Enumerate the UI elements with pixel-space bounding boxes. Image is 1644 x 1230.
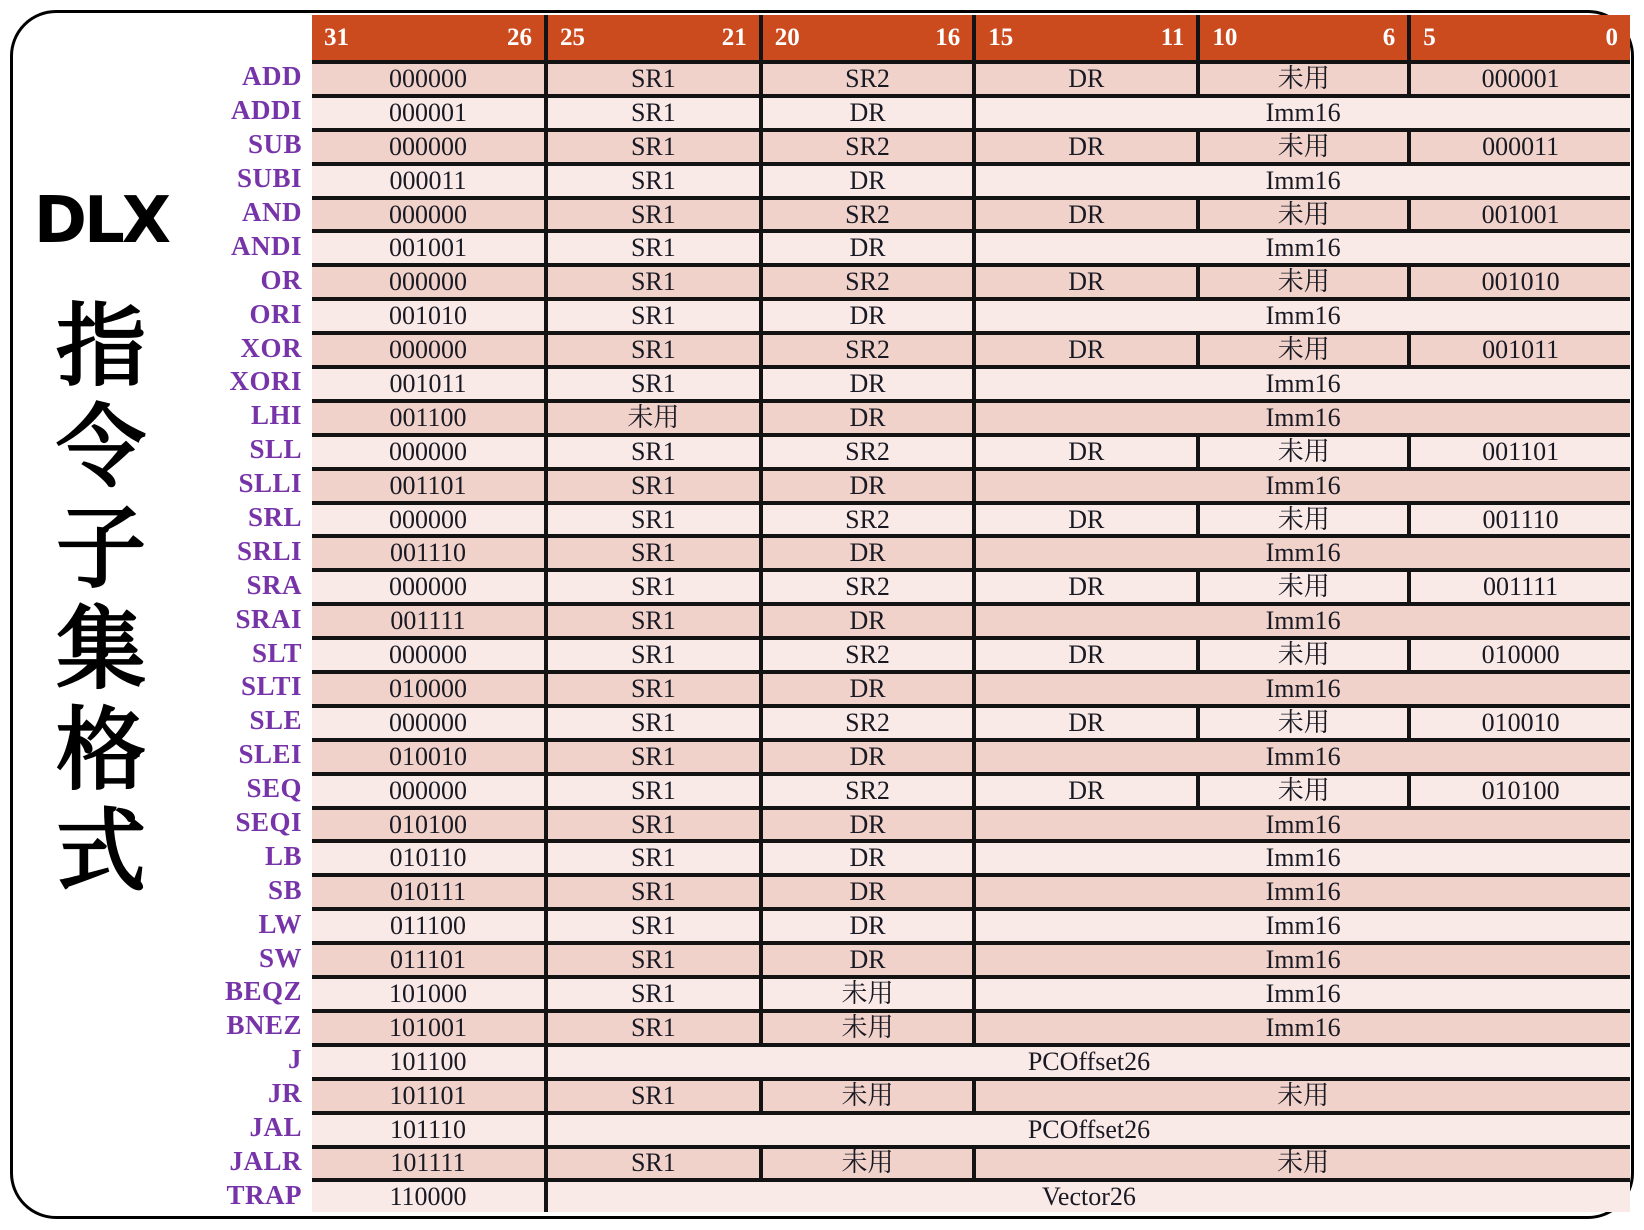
bit-lo: 21 [721,24,747,51]
opcode-cell: 000000 [312,776,544,806]
title-char: 格 [56,698,146,803]
instruction-label: SLLI [238,468,302,499]
instruction-fields [312,941,1630,975]
field-cell: Imm16 [972,98,1630,128]
field-cell: Imm16 [972,843,1630,873]
opcode-cell: 010010 [312,742,544,772]
field-cell: 001110 [1407,505,1630,535]
instruction-row [204,1043,1630,1077]
instruction-fields [312,263,1630,297]
field-cell: SR1 [544,572,759,602]
field-cell: 未用 [1196,437,1407,467]
bit-header-cell [1196,15,1407,60]
bit-hi: 20 [774,24,800,51]
instruction-row [204,738,1630,772]
field-cell: 010100 [1407,776,1630,806]
instruction-row [204,1178,1630,1212]
instruction-label: LHI [250,400,302,431]
field-cell: Imm16 [972,301,1630,331]
instruction-row [204,433,1630,467]
field-cell: SR2 [759,64,973,94]
title-char: 子 [56,496,146,601]
field-cell: DR [759,166,973,196]
field-cell: 未用 [759,979,973,1009]
field-cell: SR1 [544,776,759,806]
field-cell: Imm16 [972,369,1630,399]
field-cell: SR1 [544,369,759,399]
opcode-cell: 000000 [312,708,544,738]
instruction-row [204,568,1630,602]
field-cell: DR [759,877,973,907]
opcode-cell: 101001 [312,1013,544,1043]
field-cell: 未用 [1196,708,1407,738]
instruction-label: AND [242,197,302,227]
bit-header-cell [759,15,973,60]
instruction-fields [312,196,1630,230]
field-cell: SR1 [544,267,759,297]
field-cell: 未用 [759,1013,973,1043]
field-cell: Imm16 [972,979,1630,1009]
instruction-row [204,60,1630,94]
instruction-row [204,229,1630,263]
opcode-cell: 000000 [312,132,544,162]
field-cell: DR [972,132,1196,162]
opcode-cell: 001101 [312,471,544,501]
bit-header-cell [972,15,1196,60]
field-cell: SR2 [759,267,973,297]
instruction-fields [312,738,1630,772]
instruction-label: JR [268,1078,302,1109]
field-cell: SR2 [759,640,973,670]
bit-header-cells [312,15,1630,60]
instruction-row [204,636,1630,670]
instruction-fields [312,1145,1630,1179]
field-cell: DR [972,200,1196,230]
field-cell: SR2 [759,572,973,602]
opcode-cell: 011101 [312,945,544,975]
instruction-fields [312,907,1630,941]
instruction-label: SRLI [236,535,302,566]
instruction-row [204,94,1630,128]
field-cell: DR [972,437,1196,467]
bit-lo: 0 [1605,24,1618,51]
field-cell: 未用 [972,1081,1630,1111]
field-cell: 未用 [972,1149,1630,1179]
instruction-label: OR [260,264,302,295]
field-cell: Imm16 [972,810,1630,840]
instruction-row [204,772,1630,806]
field-cell: 未用 [1196,776,1407,806]
opcode-cell: 101110 [312,1115,544,1145]
bit-hi: 31 [324,24,349,51]
instruction-label: SB [267,874,302,905]
table-body [204,60,1630,1212]
instruction-row [204,602,1630,636]
field-cell: Imm16 [972,1013,1630,1043]
field-cell: DR [972,572,1196,602]
instruction-fields [312,1077,1630,1111]
instruction-label: ANDI [230,230,302,261]
instruction-label: SLEI [238,739,302,770]
instruction-fields [312,331,1630,365]
instruction-fields [312,94,1630,128]
opcode-cell: 000001 [312,98,544,128]
field-cell: 未用 [759,1081,973,1111]
instruction-label: JALR [229,1145,302,1176]
field-cell: Imm16 [972,945,1630,975]
field-cell: DR [759,945,973,975]
instruction-label: LB [264,840,302,871]
bit-lo: 6 [1382,24,1396,51]
instruction-label: SW [258,942,302,973]
opcode-cell: 000011 [312,166,544,196]
instruction-row [204,975,1630,1009]
field-cell: 未用 [544,403,759,433]
format-table [204,15,1630,1212]
instruction-label: TRAP [226,1179,302,1210]
instruction-row [204,1111,1630,1145]
instruction-fields [312,636,1630,670]
field-cell: DR [759,674,973,704]
field-cell: DR [759,843,973,873]
field-cell: Imm16 [972,911,1630,941]
field-cell: 未用 [1196,505,1407,535]
instruction-row [204,297,1630,331]
field-cell: SR2 [759,437,973,467]
opcode-cell: 000000 [312,505,544,535]
instruction-row [204,806,1630,840]
instruction-row [204,839,1630,873]
bit-hi: 15 [988,24,1014,51]
instruction-fields [312,873,1630,907]
field-cell: 未用 [1196,200,1407,230]
field-cell: 001011 [1407,335,1630,365]
instruction-row [204,331,1630,365]
instruction-fields [312,467,1630,501]
field-cell: SR1 [544,64,759,94]
field-cell: 001001 [1407,200,1630,230]
field-cell: Vector26 [544,1182,1630,1212]
field-cell: SR1 [544,1013,759,1043]
field-cell: DR [759,471,973,501]
title-char: 式 [56,799,146,904]
instruction-fields [312,1009,1630,1043]
field-cell: Imm16 [972,233,1630,263]
field-cell: Imm16 [972,403,1630,433]
instruction-fields [312,1043,1630,1077]
bit-lo: 16 [935,24,961,51]
instruction-row [204,162,1630,196]
field-cell: DR [972,708,1196,738]
field-cell: 未用 [1196,640,1407,670]
instruction-label: SLT [251,637,302,668]
slide-title [22,184,180,904]
field-cell: SR1 [544,166,759,196]
field-cell: DR [759,98,973,128]
instruction-row [204,128,1630,162]
instruction-label: XOR [240,332,302,363]
bit-header-row [204,15,1630,60]
instruction-row [204,365,1630,399]
instruction-row [204,907,1630,941]
field-cell: 010010 [1407,708,1630,738]
instruction-row [204,1077,1630,1111]
field-cell: Imm16 [972,538,1630,568]
instruction-row [204,534,1630,568]
field-cell: 未用 [1196,335,1407,365]
header-label-spacer [204,15,312,60]
field-cell: 000001 [1407,64,1630,94]
bit-header-cell [312,15,544,60]
field-cell: SR1 [544,674,759,704]
opcode-cell: 001010 [312,301,544,331]
bit-header-cell [544,15,759,60]
field-cell: DR [759,606,973,636]
instruction-fields [312,501,1630,535]
opcode-cell: 000000 [312,335,544,365]
instruction-fields [312,399,1630,433]
opcode-cell: 000000 [312,267,544,297]
field-cell: DR [972,776,1196,806]
field-cell: 未用 [1196,64,1407,94]
field-cell: 001010 [1407,267,1630,297]
instruction-row [204,467,1630,501]
instruction-label: SEQ [246,773,302,804]
instruction-label: SRL [247,502,302,533]
instruction-fields [312,839,1630,873]
field-cell: 001111 [1407,572,1630,602]
opcode-cell: 101100 [312,1047,544,1077]
instruction-fields [312,60,1630,94]
field-cell: SR1 [544,437,759,467]
field-cell: Imm16 [972,471,1630,501]
field-cell: DR [759,538,973,568]
field-cell: SR1 [544,1081,759,1111]
opcode-cell: 000000 [312,640,544,670]
field-cell: 001101 [1407,437,1630,467]
instruction-fields [312,128,1630,162]
field-cell: SR1 [544,98,759,128]
opcode-cell: 001001 [312,233,544,263]
field-cell: SR2 [759,776,973,806]
field-cell: Imm16 [972,674,1630,704]
instruction-fields [312,975,1630,1009]
instruction-fields [312,704,1630,738]
instruction-label: ADDI [230,95,302,126]
field-cell: DR [972,267,1196,297]
instruction-label: XORI [229,366,302,397]
field-cell: 010000 [1407,640,1630,670]
title-dlx: DLX [33,184,169,258]
instruction-row [204,941,1630,975]
instruction-label: SLTI [240,671,302,702]
field-cell: SR2 [759,200,973,230]
field-cell: DR [759,369,973,399]
instruction-fields [312,365,1630,399]
bit-hi: 25 [559,24,585,51]
instruction-row [204,670,1630,704]
opcode-cell: 001011 [312,369,544,399]
field-cell: SR1 [544,979,759,1009]
field-cell: SR1 [544,640,759,670]
field-cell: SR1 [544,471,759,501]
field-cell: DR [759,742,973,772]
field-cell: SR1 [544,742,759,772]
field-cell: SR2 [759,132,973,162]
instruction-fields [312,568,1630,602]
instruction-fields [312,433,1630,467]
instruction-label: J [288,1044,302,1075]
field-cell: 未用 [1196,132,1407,162]
bit-lo: 26 [506,24,532,51]
instruction-fields [312,297,1630,331]
bit-hi: 5 [1423,24,1436,51]
opcode-cell: 000000 [312,64,544,94]
title-char: 指 [56,294,146,399]
field-cell: SR2 [759,335,973,365]
field-cell: SR1 [544,538,759,568]
instruction-fields [312,162,1630,196]
instruction-label: SLL [249,434,302,465]
instruction-fields [312,1111,1630,1145]
field-cell: PCOffset26 [544,1047,1630,1077]
field-cell: Imm16 [972,606,1630,636]
instruction-fields [312,772,1630,806]
field-cell: SR2 [759,708,973,738]
bit-lo: 11 [1160,24,1185,51]
instruction-row [204,873,1630,907]
opcode-cell: 010100 [312,810,544,840]
instruction-fields [312,602,1630,636]
title-vertical-chars [22,296,180,902]
instruction-row [204,399,1630,433]
title-char: 集 [56,597,146,702]
field-cell: SR1 [544,843,759,873]
opcode-cell: 101101 [312,1081,544,1111]
field-cell: PCOffset26 [544,1115,1630,1145]
opcode-cell: 000000 [312,200,544,230]
field-cell: DR [972,505,1196,535]
opcode-cell: 101000 [312,979,544,1009]
instruction-row [204,1145,1630,1179]
field-cell: DR [759,301,973,331]
field-cell: SR1 [544,911,759,941]
instruction-label: SRA [246,569,302,600]
field-cell: DR [759,233,973,263]
instruction-label: SRAI [235,603,302,634]
field-cell: SR1 [544,132,759,162]
field-cell: Imm16 [972,166,1630,196]
instruction-fields [312,229,1630,263]
instruction-label: BEQZ [224,976,302,1007]
opcode-cell: 000000 [312,437,544,467]
instruction-label: SUBI [236,163,302,194]
opcode-cell: 101111 [312,1149,544,1179]
instruction-label: SEQI [235,807,302,838]
opcode-cell: 011100 [312,911,544,941]
field-cell: 未用 [1196,267,1407,297]
opcode-cell: 110000 [312,1182,544,1212]
field-cell: SR1 [544,708,759,738]
field-cell: Imm16 [972,877,1630,907]
field-cell: 未用 [1196,572,1407,602]
field-cell: SR1 [544,233,759,263]
instruction-row [204,501,1630,535]
opcode-cell: 010111 [312,877,544,907]
field-cell: DR [972,640,1196,670]
field-cell: 000011 [1407,132,1630,162]
opcode-cell: 001100 [312,403,544,433]
field-cell: SR1 [544,945,759,975]
field-cell: DR [972,335,1196,365]
field-cell: DR [759,810,973,840]
instruction-fields [312,1178,1630,1212]
opcode-cell: 001111 [312,606,544,636]
instruction-row [204,704,1630,738]
opcode-cell: 010110 [312,843,544,873]
field-cell: SR1 [544,810,759,840]
opcode-cell: 010000 [312,674,544,704]
instruction-label: LW [258,908,302,939]
field-cell: SR2 [759,505,973,535]
bit-header-cell [1407,15,1630,60]
field-cell: DR [759,911,973,941]
field-cell: SR1 [544,606,759,636]
title-char: 令 [56,395,146,500]
field-cell: DR [759,403,973,433]
instruction-label: JAL [249,1112,302,1143]
field-cell: DR [972,64,1196,94]
instruction-label: BNEZ [226,1010,302,1041]
field-cell: SR1 [544,877,759,907]
instruction-label: ORI [249,298,302,329]
instruction-row [204,263,1630,297]
opcode-cell: 001110 [312,538,544,568]
instruction-fields [312,806,1630,840]
instruction-label: SUB [247,129,302,160]
field-cell: Imm16 [972,742,1630,772]
bit-hi: 10 [1212,24,1238,51]
field-cell: SR1 [544,505,759,535]
instruction-row [204,1009,1630,1043]
instruction-fields [312,670,1630,704]
field-cell: SR1 [544,301,759,331]
instruction-label: SLE [249,705,302,736]
field-cell: SR1 [544,1149,759,1179]
instruction-fields [312,534,1630,568]
instruction-label: ADD [242,61,302,92]
opcode-cell: 000000 [312,572,544,602]
field-cell: 未用 [759,1149,973,1179]
field-cell: SR1 [544,200,759,230]
field-cell: SR1 [544,335,759,365]
instruction-row [204,196,1630,230]
